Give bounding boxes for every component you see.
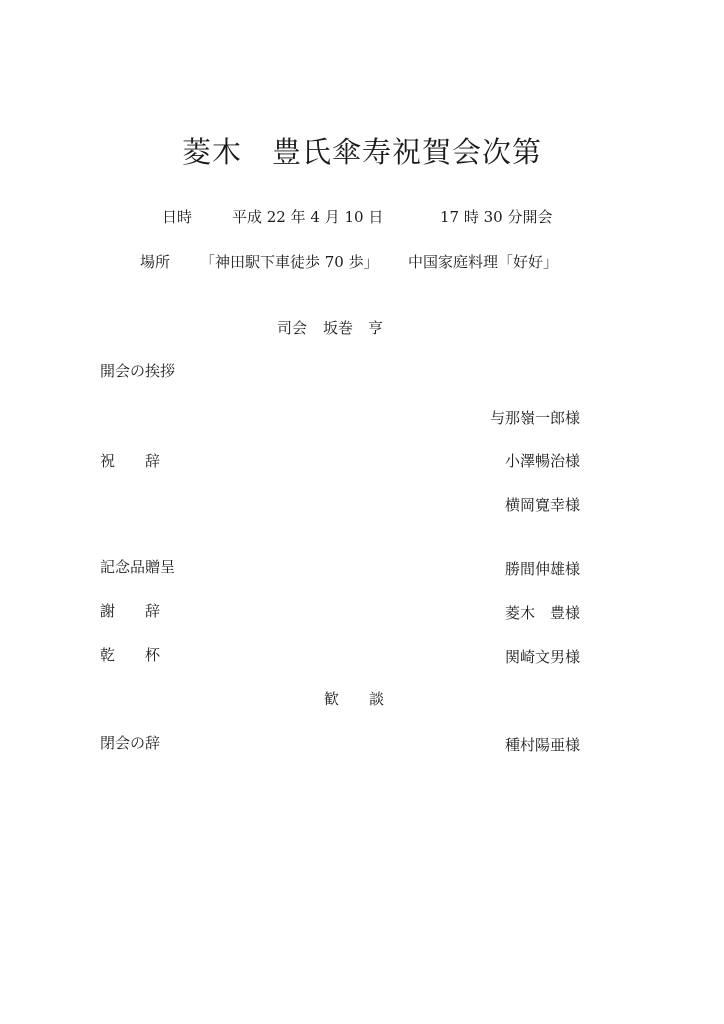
datetime-label: 日時 xyxy=(162,208,193,226)
event-time: 17 時 30 分開会 xyxy=(440,208,553,226)
congratulatory-speaker-3: 横岡寛幸様 xyxy=(504,496,580,514)
venue-label: 場所 xyxy=(140,253,171,271)
program-closing-remarks: 閉会の辞 xyxy=(100,734,161,752)
emcee-name: 坂巻 亨 xyxy=(323,319,384,337)
venue-restaurant: 中国家庭料理「好好」 xyxy=(408,253,559,271)
program-gift-presentation: 記念品贈呈 xyxy=(100,558,176,576)
congratulatory-speaker-1: 与那嶺一郎様 xyxy=(489,409,580,427)
program-opening-greeting: 開会の挨拶 xyxy=(100,362,176,380)
emcee-label: 司会 xyxy=(277,319,308,337)
document-title: 菱木 豊氏傘寿祝賀会次第 xyxy=(181,135,542,169)
program-social-time: 歓 談 xyxy=(324,690,385,708)
congratulatory-speaker-2: 小澤暢治様 xyxy=(504,452,580,470)
program-congratulatory-address: 祝 辞 xyxy=(100,452,161,470)
closing-speaker: 種村陽亜様 xyxy=(504,736,580,754)
program-toast: 乾 杯 xyxy=(100,646,161,664)
program-thanks-speech: 謝 辞 xyxy=(100,602,161,620)
event-date: 平成 22 年 4 月 10 日 xyxy=(232,208,384,226)
toast-leader: 関崎文男様 xyxy=(504,648,580,666)
gift-presenter: 勝間伸雄様 xyxy=(504,560,580,578)
thanks-speaker: 菱木 豊様 xyxy=(504,604,580,622)
venue-place: 「神田駅下車徒歩 70 歩」 xyxy=(200,253,379,271)
